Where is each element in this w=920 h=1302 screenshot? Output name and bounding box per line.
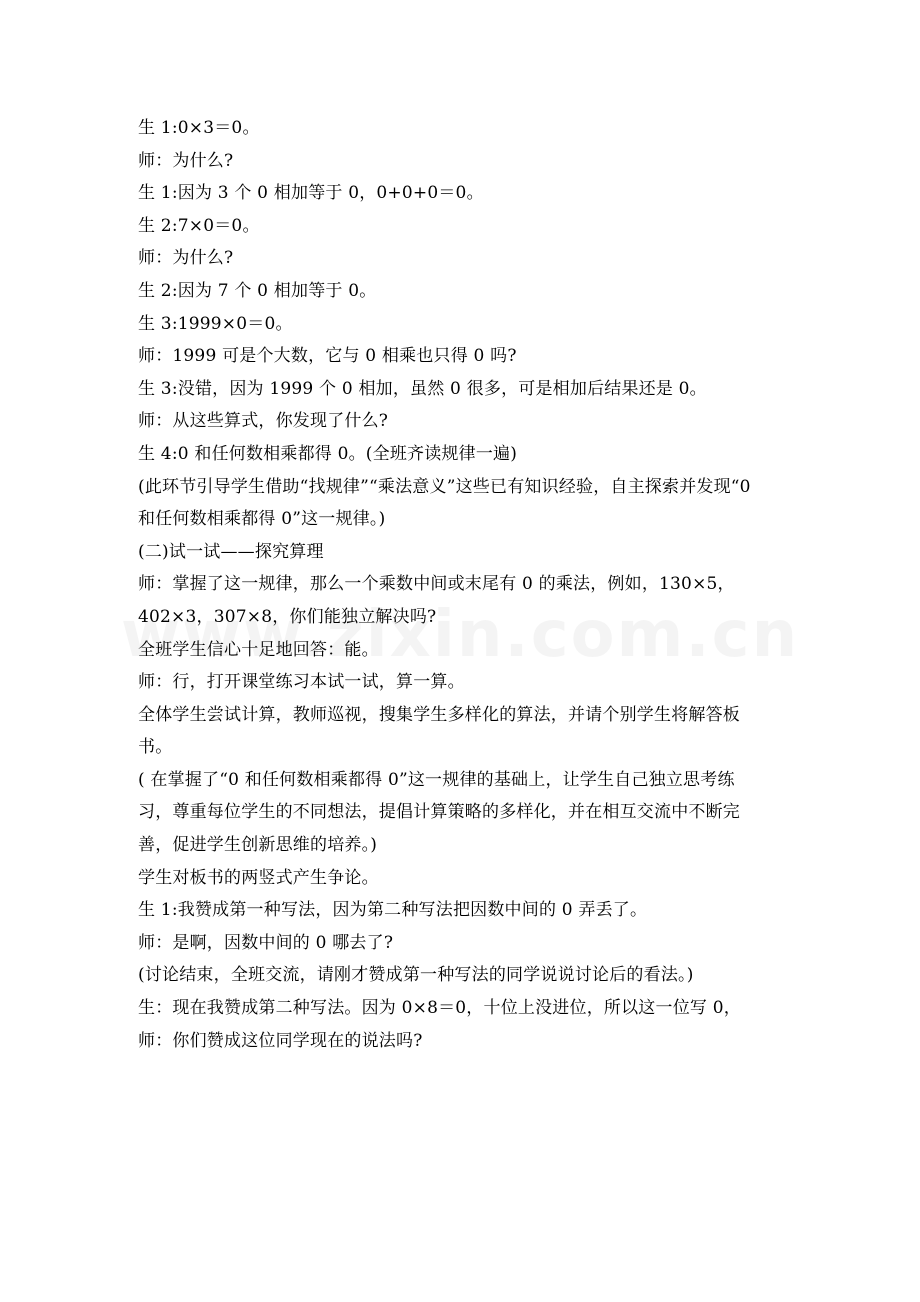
text-line: 学生对板书的两竖式产生争论。 (138, 867, 379, 888)
text-line: 师：掌握了这一规律，那么一个乘数中间或末尾有 0 的乘法，例如，130×5， (138, 574, 735, 595)
text-line: 生 2:7×0＝0。 (138, 215, 260, 236)
text-line: 全体学生尝试计算，教师巡视，搜集学生多样化的算法，并请个别学生将解答板 (138, 704, 740, 725)
document-body (138, 112, 788, 1057)
text-line: 师：从这些算式，你发现了什么? (138, 411, 389, 432)
text-line: 生 1:我赞成第一种写法，因为第二种写法把因数中间的 0 弄丢了。 (138, 900, 648, 921)
text-line: 师：为什么? (138, 150, 234, 171)
text-line: 师：是啊，因数中间的 0 哪去了? (138, 932, 394, 953)
text-line: ( 在掌握了“0 和任何数相乘都得 0”这一规律的基础上，让学生自己独立思考练 (138, 769, 735, 790)
text-line: (此环节引导学生借助“找规律”“乘法意义”这些已有知识经验，自主探索并发现“0 (138, 476, 751, 497)
text-line: 习，尊重每位学生的不同想法，提倡计算策略的多样化，并在相互交流中不断完 (138, 802, 740, 823)
text-line: 和任何数相乘都得 0”这一规律。) (138, 509, 386, 530)
text-line: 师：行，打开课堂练习本试一试，算一算。 (138, 672, 465, 693)
text-line: 善，促进学生创新思维的培养。) (138, 835, 378, 856)
text-line: 生 1:0×3＝0。 (138, 118, 260, 138)
text-line: 师：1999 可是个大数，它与 0 相乘也只得 0 吗? (138, 346, 517, 367)
text-line: 生 4:0 和任何数相乘都得 0。(全班齐读规律一遍) (138, 443, 518, 464)
text-line: 生 3:1999×0＝0。 (138, 313, 293, 334)
text-line: 402×3，307×8，你们能独立解决吗? (138, 606, 437, 627)
text-line: 书。 (138, 737, 173, 758)
text-line: 生 1:因为 3 个 0 相加等于 0，0+0+0＝0。 (138, 183, 484, 204)
text-line: 生 3:没错，因为 1999 个 0 相加，虽然 0 很多，可是相加后结果还是 0。 (138, 378, 707, 399)
text-line: 生：现在我赞成第二种写法。因为 0×8＝0，十位上没进位，所以这一位写 0， (138, 998, 741, 1019)
text-line: 生 2:因为 7 个 0 相加等于 0。 (138, 280, 377, 301)
text-line: (讨论结束，全班交流，请刚才赞成第一种写法的同学说说讨论后的看法。) (138, 965, 694, 986)
text-line: 全班学生信心十足地回答：能。 (138, 639, 379, 660)
text-line: 师：你们赞成这位同学现在的说法吗? (138, 1030, 423, 1051)
text-line: 师：为什么? (138, 248, 234, 269)
section-heading: (二)试一试——探究算理 (138, 541, 324, 562)
